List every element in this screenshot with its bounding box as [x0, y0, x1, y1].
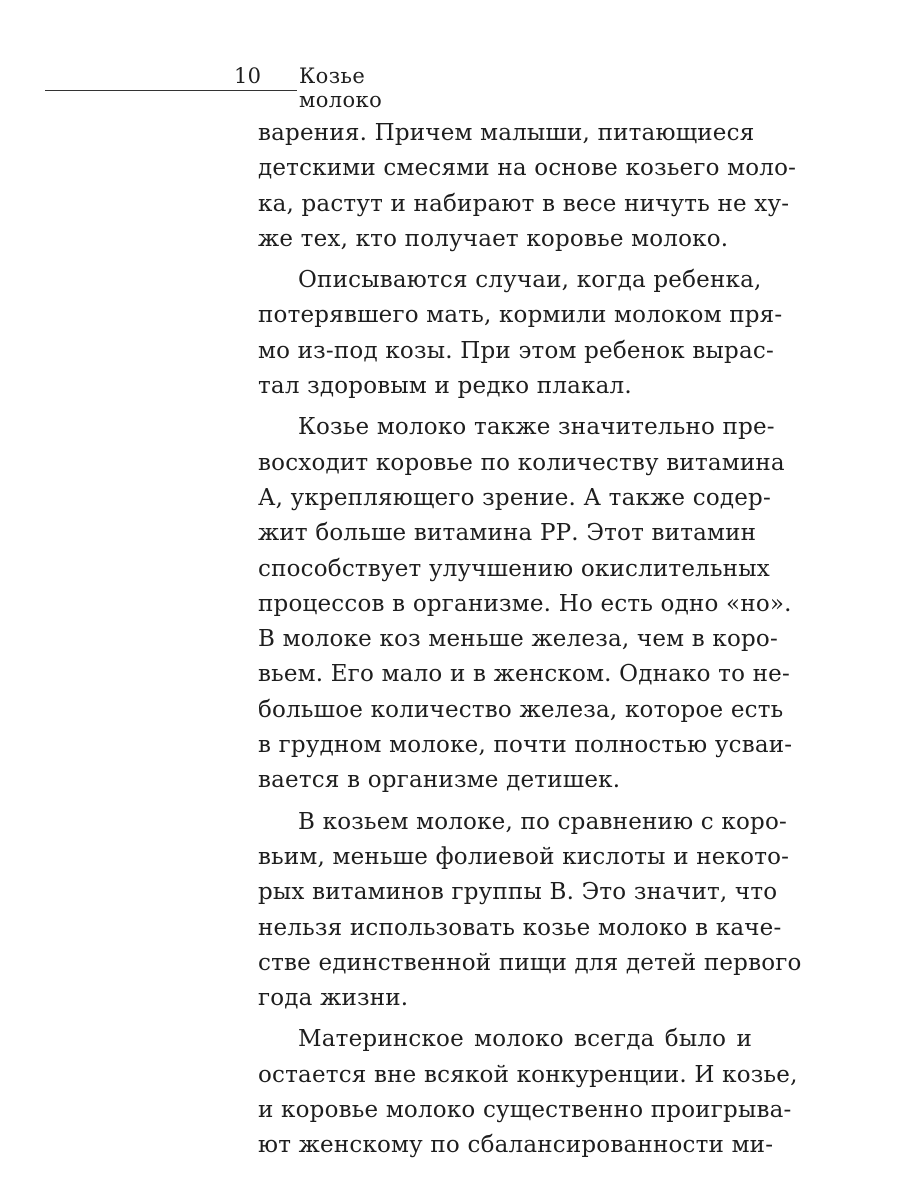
- text-line: Материнское молоко всегда было и: [298, 1026, 752, 1053]
- paragraph: [258, 1022, 798, 1163]
- paragraph: [258, 116, 797, 257]
- page-number: 10: [234, 64, 262, 88]
- text-line: В молоке коз меньше железа, чем в коро-: [258, 626, 778, 653]
- paragraph: [258, 263, 783, 404]
- text-line: ют женскому по сбалансированности ми-: [258, 1132, 774, 1159]
- text-line: вьем. Его мало и в женском. Однако то не-: [258, 661, 790, 688]
- text-line: процессов в организме. Но есть одно «но».: [258, 590, 792, 617]
- text-line: года жизни.: [258, 985, 409, 1012]
- paragraph: [258, 410, 793, 798]
- paragraph: [258, 805, 802, 1017]
- body-text: [258, 116, 802, 1170]
- text-line: восходит коровье по количеству витамина: [258, 449, 785, 476]
- text-line: вается в организме детишек.: [258, 767, 621, 794]
- text-line: В козьем молоке, по сравнению с коро-: [298, 808, 787, 835]
- text-line: жит больше витамина РР. Этот витамин: [258, 520, 757, 547]
- text-line: в грудном молоке, почти полностью усваи-: [258, 732, 793, 759]
- text-line: способствует улучшению окислительных: [258, 555, 770, 582]
- text-line: ка, растут и набирают в весе ничуть не ху-: [258, 190, 790, 217]
- text-line: рых витаминов группы В. Это значит, что: [258, 879, 778, 906]
- header-rule: [45, 90, 297, 91]
- text-line: потерявшего мать, кормили молоком пря-: [258, 302, 783, 329]
- text-line: остается вне всякой конкуренции. И козье,: [258, 1061, 798, 1088]
- text-line: большое количество железа, которое есть: [258, 696, 784, 723]
- text-line: детскими смесями на основе козьего моло-: [258, 155, 797, 182]
- text-line: нельзя использовать козье молоко в каче-: [258, 914, 782, 941]
- chapter-title: Козье молоко: [299, 64, 383, 112]
- running-head: [45, 62, 455, 112]
- text-line: Козье молоко также значительно пре-: [298, 414, 775, 441]
- text-line: и коровье молоко существенно проигрыва-: [258, 1097, 792, 1124]
- text-line: Описываются случаи, когда ребенка,: [298, 267, 762, 294]
- text-line: же тех, кто получает коровье молоко.: [258, 225, 729, 252]
- text-line: тал здоровым и редко плакал.: [258, 373, 632, 400]
- text-line: варения. Причем малыши, питающиеся: [258, 120, 755, 146]
- text-line: мо из-под козы. При этом ребенок вырас-: [258, 337, 774, 364]
- text-line: А, укрепляющего зрение. А также содер-: [258, 484, 771, 511]
- text-line: стве единственной пищи для детей первого: [258, 949, 802, 976]
- text-line: вьим, меньше фолиевой кислоты и некото-: [258, 843, 790, 870]
